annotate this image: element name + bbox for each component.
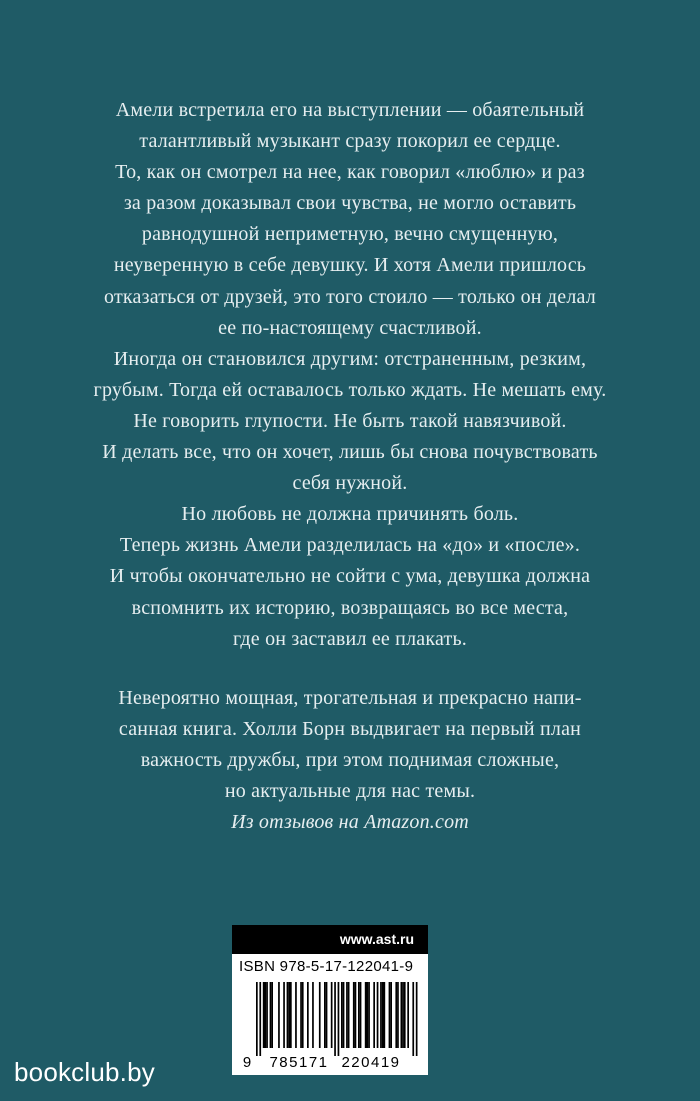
synopsis-line: Иногда он становился другим: отстраненным, резким, [113, 347, 587, 370]
barcode-bar [331, 982, 333, 1048]
review-line: важность дружбы, при этом поднимая сложные, [140, 749, 560, 772]
barcode-bar [384, 982, 386, 1048]
barcode-bar [404, 982, 406, 1048]
barcode-bar [353, 982, 355, 1048]
barcode-bar [283, 982, 285, 1048]
barcode-bar [341, 982, 343, 1048]
barcode-bar [348, 982, 350, 1048]
publisher-url: www.ast.ru [232, 925, 428, 954]
barcode-bars [256, 982, 418, 1056]
synopsis-line: ее по-настоящему счастливой. [218, 316, 482, 339]
synopsis-line: неуверенную в себе девушку. И хотя Амели пришлось [113, 254, 587, 277]
synopsis-text [40, 95, 660, 655]
barcode-bar [389, 982, 391, 1048]
barcode-bar [307, 982, 309, 1048]
barcode-left-digits: 785171 [269, 1054, 329, 1070]
barcode-bar [295, 982, 297, 1048]
synopsis-line: вспомнить их историю, возвращаясь во все места, [131, 596, 569, 619]
barcode-bar [266, 982, 268, 1048]
synopsis-line: себя нужной. [292, 472, 408, 495]
synopsis-line: И чтобы окончательно не сойти с ума, девушка должна [109, 565, 591, 588]
barcode-bar [365, 982, 367, 1048]
synopsis-line: талантливый музыкант сразу покорил ее сердце. [139, 130, 561, 153]
barcode-bar [256, 982, 258, 1056]
barcode-bar [334, 982, 336, 1056]
barcode-bar [312, 982, 314, 1048]
synopsis-line: Не говорить глупости. Не быть такой навязчивой. [133, 409, 567, 432]
review-quote [40, 683, 660, 838]
barcode-bar [300, 982, 302, 1048]
review-source: Из отзывов на Amazon.com [231, 811, 469, 834]
barcode-bar [338, 982, 340, 1056]
barcode-bar [287, 982, 289, 1048]
barcode-bar [407, 982, 409, 1048]
barcode-bar [380, 982, 382, 1048]
review-line: Невероятно мощная, трогательная и прекрасно напи- [118, 687, 582, 709]
barcode-bar [368, 982, 370, 1048]
synopsis-line: где он заставил ее плакать. [233, 627, 467, 650]
barcode-bar [382, 982, 384, 1048]
barcode-bar [324, 982, 326, 1048]
review-line: санная книга. Холли Борн выдвигает на первый план [118, 718, 582, 741]
barcode-bar [358, 982, 360, 1048]
synopsis-line: Амели встретила его на выступлении — обаятельный [115, 99, 585, 121]
barcode-bar [288, 982, 290, 1048]
synopsis-line: И делать все, что он хочет, лишь бы снова почувствовать [102, 441, 598, 464]
barcode-bar [367, 982, 369, 1048]
barcode-bar [360, 982, 362, 1048]
barcode-bar [390, 982, 392, 1048]
synopsis-line: грубым. Тогда ей оставалось только ждать. Не мешать ему. [93, 378, 607, 401]
barcode-bar [343, 982, 345, 1048]
barcode-bar [412, 982, 414, 1056]
isbn-number: ISBN 978-5-17-122041-9 [239, 958, 414, 975]
synopsis-line: То, как он смотрел на нее, как говорил «люблю» и раз [115, 161, 585, 184]
barcode-bar [401, 982, 403, 1048]
barcode-bar [395, 982, 397, 1048]
isbn-barcode-block [232, 925, 428, 1075]
barcode-bar [355, 982, 357, 1048]
barcode-lead-digit: 9 [242, 1054, 252, 1070]
synopsis-line: отказаться от друзей, это того стоило — только он делал [104, 285, 596, 308]
barcode-bar [265, 982, 267, 1048]
site-watermark: bookclub.by [14, 1057, 155, 1087]
barcode-bar [263, 982, 265, 1048]
synopsis-line: равнодушной неприметную, вечно смущенную, [141, 223, 559, 246]
synopsis-line: Но любовь не должна причинять боль. [181, 503, 519, 526]
barcode-bar [326, 982, 328, 1048]
barcode-bar [402, 982, 404, 1048]
barcode-bar [290, 982, 292, 1048]
barcode-bar [373, 982, 375, 1048]
barcode-bar [302, 982, 304, 1048]
barcode-bar [346, 982, 348, 1048]
barcode-bar [397, 982, 399, 1048]
synopsis-line: Теперь жизнь Амели разделилась на «до» и «после». [119, 534, 581, 557]
barcode-bar [270, 982, 272, 1048]
review-line: но актуальные для нас темы. [224, 780, 476, 803]
barcode-bar [319, 982, 321, 1048]
barcode-right-digits: 220419 [341, 1054, 401, 1070]
barcode-graphic [242, 980, 422, 1070]
barcode-bar [416, 982, 418, 1056]
barcode-bar [259, 982, 261, 1056]
barcode-bar [278, 982, 280, 1048]
barcode-bar [271, 982, 273, 1048]
barcode-bar [377, 982, 379, 1048]
synopsis-line: за разом доказывал свои чувства, не могло оставить [123, 192, 577, 215]
